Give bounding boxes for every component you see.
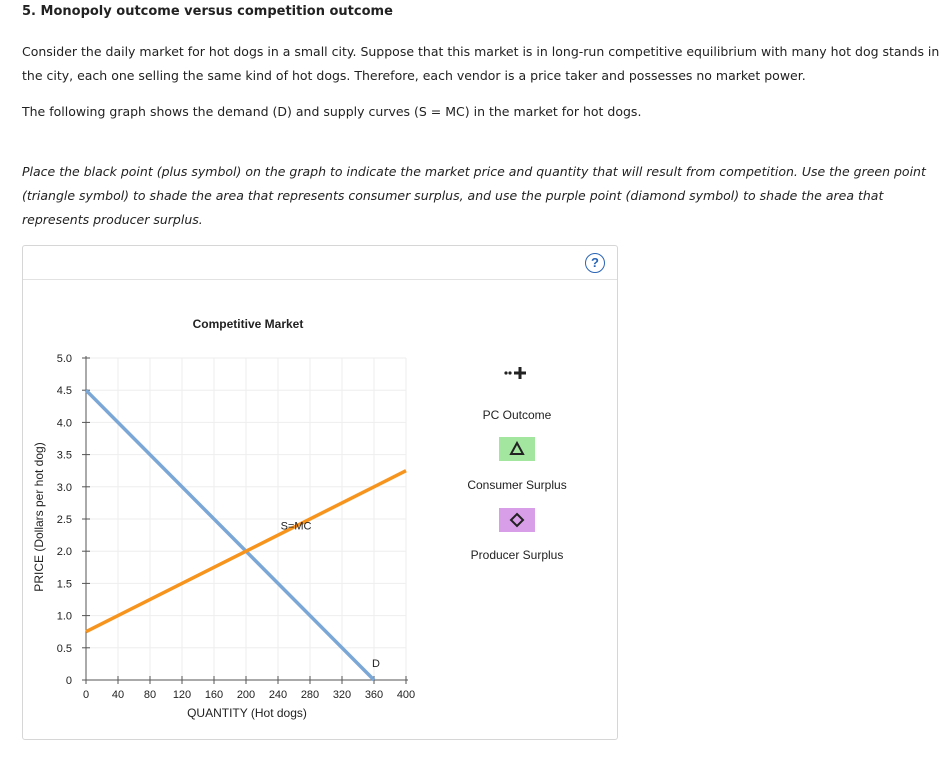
question-instructions: Place the black point (plus symbol) on the graph to indicate the market price and quantity that will result from competition. Use the green point (triangle symbol) to shade the area that represents consumer surplus, and use the purple point (diamond symbol) to shade the area that represents producer surplus. [22,164,926,227]
y-axis-label: PRICE (Dollars per hot dog) [32,442,46,592]
producer-surplus-label: Producer Surplus [470,548,564,562]
x-tick-label: 40 [111,689,125,701]
chart-axes [57,353,415,701]
consumer-surplus-tool[interactable] [467,437,566,492]
x-tick-label: 160 [204,689,224,701]
pc-outcome-tool[interactable] [483,367,552,422]
demand-curve-label: D [372,658,380,670]
y-tick-label: 3.0 [56,481,72,494]
pc-outcome-label: PC Outcome [482,408,552,422]
x-tick-label: 240 [268,689,288,701]
supply-curve-label: S=MC [280,520,312,533]
competitive-market-chart[interactable] [23,246,617,739]
y-tick-label: 1.0 [56,610,72,623]
x-tick-label: 200 [236,689,256,701]
help-button[interactable]: ? [585,253,605,273]
x-tick-label: 120 [172,689,192,701]
y-tick-label: 2.5 [56,514,72,526]
question-paragraph-market: Consider the daily market for hot dogs in a small city. Suppose that this market is in long-run competitive equilibrium with many hot dog stands in the city, each one selling the same kind of hot dogs. Therefore, each vendor is a price taker and possesses no market power. [22,44,940,83]
y-tick-label: 0.5 [56,642,72,655]
x-tick-label: 80 [143,689,157,701]
y-tick-label: 5.0 [56,353,72,365]
y-tick-label: 3.5 [56,449,72,462]
x-tick-label: 400 [396,689,416,701]
x-tick-label: 280 [300,689,320,701]
series-line-d[interactable] [86,390,374,680]
producer-surplus-swatch [499,508,535,532]
chart-grid [86,358,406,680]
x-tick-label: 360 [364,689,384,701]
y-tick-label: 2.0 [56,546,72,559]
y-tick-label: 4.0 [56,417,72,430]
graph-panel [22,245,618,740]
producer-surplus-tool[interactable] [471,508,564,562]
plus-icon [504,367,526,379]
y-tick-label: 0 [65,675,72,687]
y-tick-label: 4.5 [56,385,72,398]
question-paragraph-graph: The following graph shows the demand (D) and supply curves (S = MC) in the market for hot dogs. [22,104,642,119]
x-tick-label: 320 [332,689,352,701]
question-title: 5. Monopoly outcome versus competition outcome [22,4,393,19]
chart-title: Competitive Market [192,317,304,331]
x-tick-label: 0 [82,689,90,701]
y-tick-label: 1.5 [56,578,72,591]
consumer-surplus-swatch [499,437,535,461]
consumer-surplus-label: Consumer Surplus [467,478,567,492]
x-axis-label: QUANTITY (Hot dogs) [187,706,307,720]
